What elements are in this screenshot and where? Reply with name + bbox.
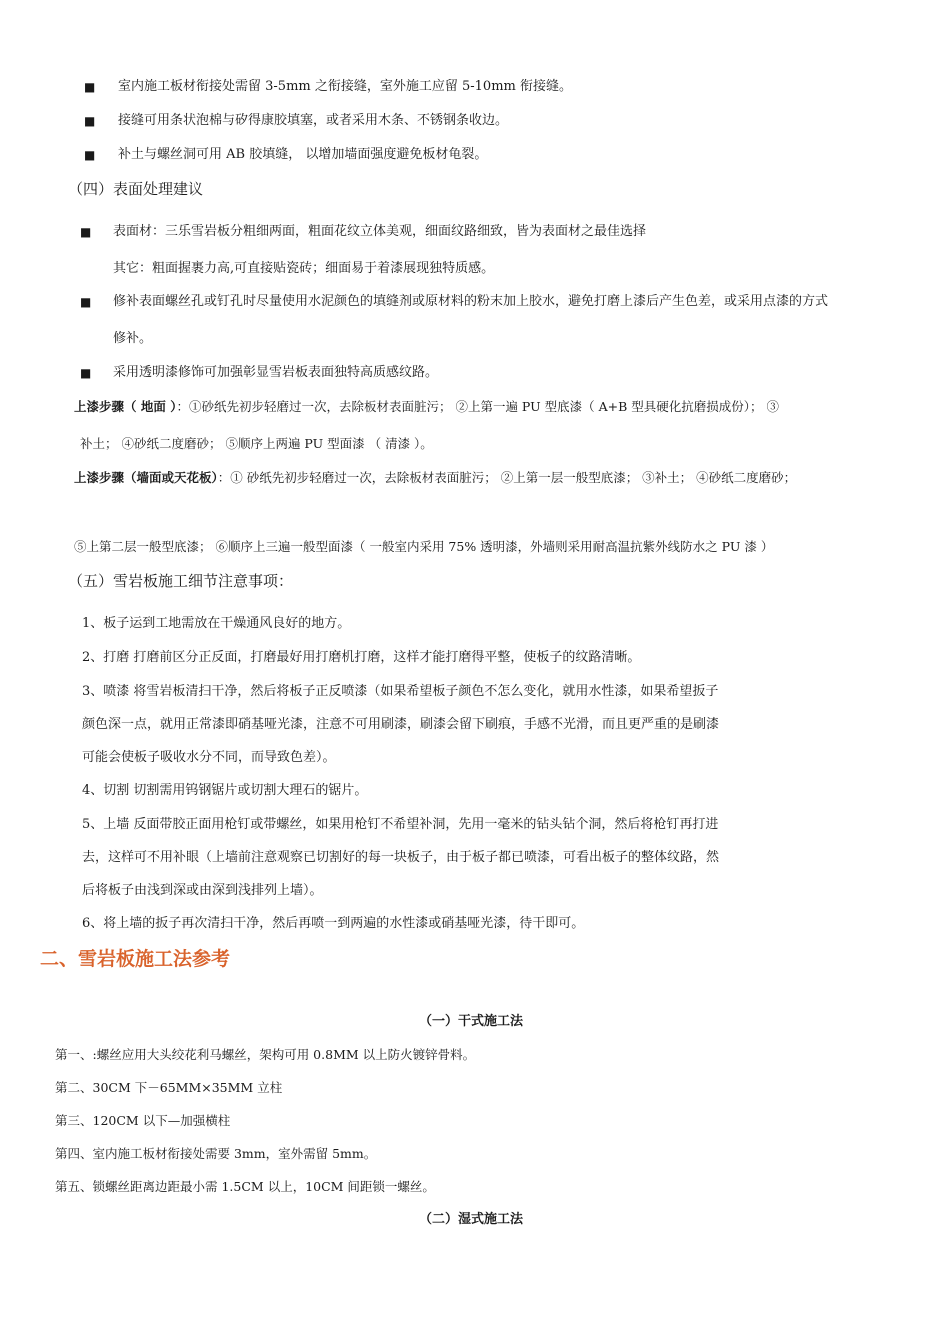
detail-line: 6、将上墙的扳子再次清扫干净，然后再喷一到两遍的水性漆或硝基哑光漆，待干即可。: [82, 916, 585, 931]
paint-steps-floor-cont: 补土； ④砂纸二度磨砂； ⑤顺序上两遍 PU 型面漆 （ 清漆 ）。: [80, 436, 433, 451]
detail-line: 去，这样可不用补眼（上墙前注意观察已切割好的每一块板子，由于板子都已喷漆，可看出板子的整体纹路，然: [82, 850, 720, 865]
paint-steps-floor-label: 上漆步骤（ 地面 ）: [74, 399, 177, 414]
dry-method-title: （一）干式施工法: [419, 1014, 524, 1029]
paint-steps-floor: [74, 398, 779, 416]
detail-line: 5、上墙 反面带胶正面用枪钉或带螺丝，如果用枪钉不希望补洞，先用一毫米的钻头钻个洞，然后将枪钉再打进: [82, 817, 719, 832]
surface-material-text: 表面材：三乐雪岩板分粗细两面，粗面花纹立体美观，细面纹路细致，皆为表面材之最佳选择: [113, 224, 647, 239]
paint-steps-wall: [74, 469, 796, 487]
wet-method-title: （二）湿式施工法: [419, 1212, 524, 1227]
paint-steps-wall-label: 上漆步骤（墙面或天花板）: [74, 470, 218, 485]
paint-steps-floor-text: ：①砂纸先初步轻磨过一次，去除板材表面脏污； ②上第一遍 PU 型底漆（ A+B 型具硬化抗磨损成份）； ③: [176, 399, 779, 414]
clear-paint-text: 采用透明漆修饰可加强彰显雪岩板表面独特高质感纹路。: [113, 365, 439, 380]
repair-text-line-1: 修补表面螺丝孔或钉孔时尽量使用水泥颜色的填缝剂或原材料的粉末加上胶水，避免打磨上漆后产生色差，或采用点漆的方式: [113, 294, 829, 309]
bullet-icon: ■: [84, 80, 96, 94]
detail-line: 3、喷漆 将雪岩板清扫干净，然后将板子正反喷漆（如果希望板子颜色不怎么变化，就用水性漆，如果希望扳子: [82, 684, 719, 699]
bullet-icon: ■: [84, 114, 96, 128]
dry-method-line: 第四、室内施工板材衔接处需要 3mm，室外需留 5mm。: [55, 1146, 377, 1161]
bullet-icon: ■: [84, 148, 96, 162]
bullet-icon: ■: [80, 225, 92, 239]
detail-line: 4、切割 切割需用钨钢锯片或切割大理石的锯片。: [82, 783, 368, 798]
dry-method-line: 第五、锁螺丝距离边距最小需 1.5CM 以上，10CM 间距锁一螺丝。: [55, 1179, 435, 1194]
bullet-icon: ■: [80, 366, 92, 380]
detail-line: 2、打磨 打磨前区分正反面，打磨最好用打磨机打磨，这样才能打磨得平整，使板子的纹路清晰。: [82, 650, 641, 665]
surface-other-text: 其它：粗面握裹力高,可直接贴瓷砖；细面易于着漆展现独特质感。: [113, 261, 495, 276]
joint-note-1: 室内施工板材衔接处需留 3-5mm 之衔接缝，室外施工应留 5-10mm 衔接缝。: [118, 79, 572, 94]
dry-method-line: 第一、:螺丝应用大头绞花利马螺丝，架构可用 0.8MM 以上防火镀锌骨料。: [55, 1047, 476, 1062]
dry-method-line: 第二、30CM 下－65MM×35MM 立柱: [55, 1080, 283, 1095]
joint-note-2: 接缝可用条状泡棉与矽得康胶填塞，或者采用木条、不锈钢条收边。: [118, 113, 509, 128]
section-5-title: （五）雪岩板施工细节注意事项：: [68, 572, 294, 590]
paint-steps-wall-cont: ⑤上第二层一般型底漆； ⑥顺序上三遍一般型面漆（ 一般室内采用 75% 透明漆，外墙则采用耐高温抗紫外线防水之 PU 漆 ）: [74, 539, 774, 554]
detail-line: 颜色深一点，就用正常漆即硝基哑光漆，注意不可用刷漆，刷漆会留下刷痕，手感不光滑，而且更严重的是刷漆: [82, 717, 720, 732]
detail-line: 可能会使板子吸收水分不同，而导致色差）。: [82, 750, 336, 765]
bullet-icon: ■: [80, 295, 92, 309]
repair-text-line-2: 修补。: [113, 331, 153, 346]
section-4-title: （四）表面处理建议: [68, 180, 204, 198]
detail-line: 后将板子由浅到深或由深到浅排列上墙）。: [82, 883, 323, 898]
detail-line: 1、板子运到工地需放在干燥通风良好的地方。: [82, 616, 351, 631]
paint-steps-wall-text: ：① 砂纸先初步轻磨过一次，去除板材表面脏污； ②上第一层一般型底漆； ③补土； ④砂纸二度磨砂；: [217, 470, 797, 485]
joint-note-3: 补土与螺丝洞可用 AB 胶填缝， 以增加墙面强度避免板材龟裂。: [118, 147, 488, 162]
part-2-heading: 二、雪岩板施工法参考: [40, 948, 231, 970]
dry-method-line: 第三、120CM 以下—加强横柱: [55, 1113, 231, 1128]
